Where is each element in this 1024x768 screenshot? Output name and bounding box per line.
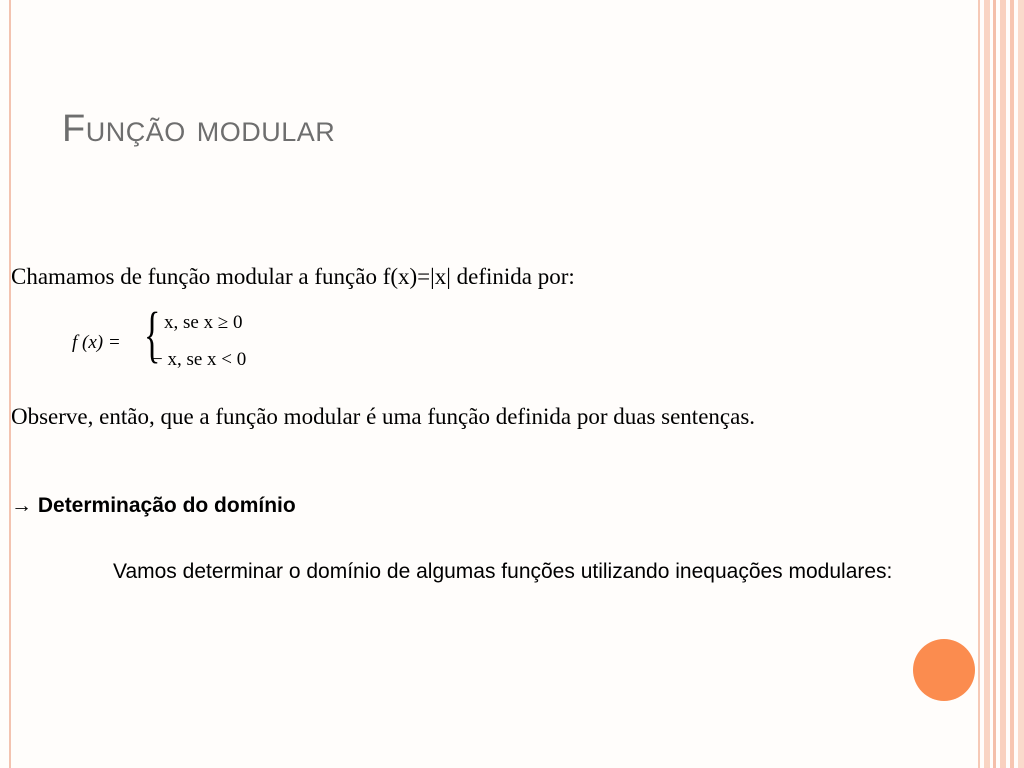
domain-paragraph: Vamos determinar o domínio de algumas funções utilizando inequações modulares: <box>113 560 893 583</box>
intro-paragraph: Chamamos de função modular a função f(x)=|x| definida por: <box>11 264 575 289</box>
piecewise-formula <box>72 301 312 380</box>
slide-title: Função modular <box>62 108 336 150</box>
right-stripe <box>978 0 980 768</box>
right-stripe <box>1018 0 1024 768</box>
formula-case-1: x, se x ≥ 0 <box>164 312 243 333</box>
right-stripe <box>993 0 996 768</box>
subheading-text: Determinação do domínio <box>37 494 296 517</box>
decorative-circle <box>913 639 975 701</box>
observation-paragraph: Observe, então, que a função modular é uma função definida por duas sentenças. <box>11 404 756 429</box>
left-decorative-line <box>9 0 11 768</box>
formula-case-2: − x, se x < 0 <box>152 349 247 370</box>
right-stripe <box>1010 0 1014 768</box>
arrow-icon: → <box>11 494 32 517</box>
right-stripe <box>1000 0 1006 768</box>
section-subheading <box>11 494 296 518</box>
formula-brace: { <box>144 301 161 369</box>
right-stripe <box>984 0 990 768</box>
formula-lhs: f (x) = <box>72 332 121 353</box>
